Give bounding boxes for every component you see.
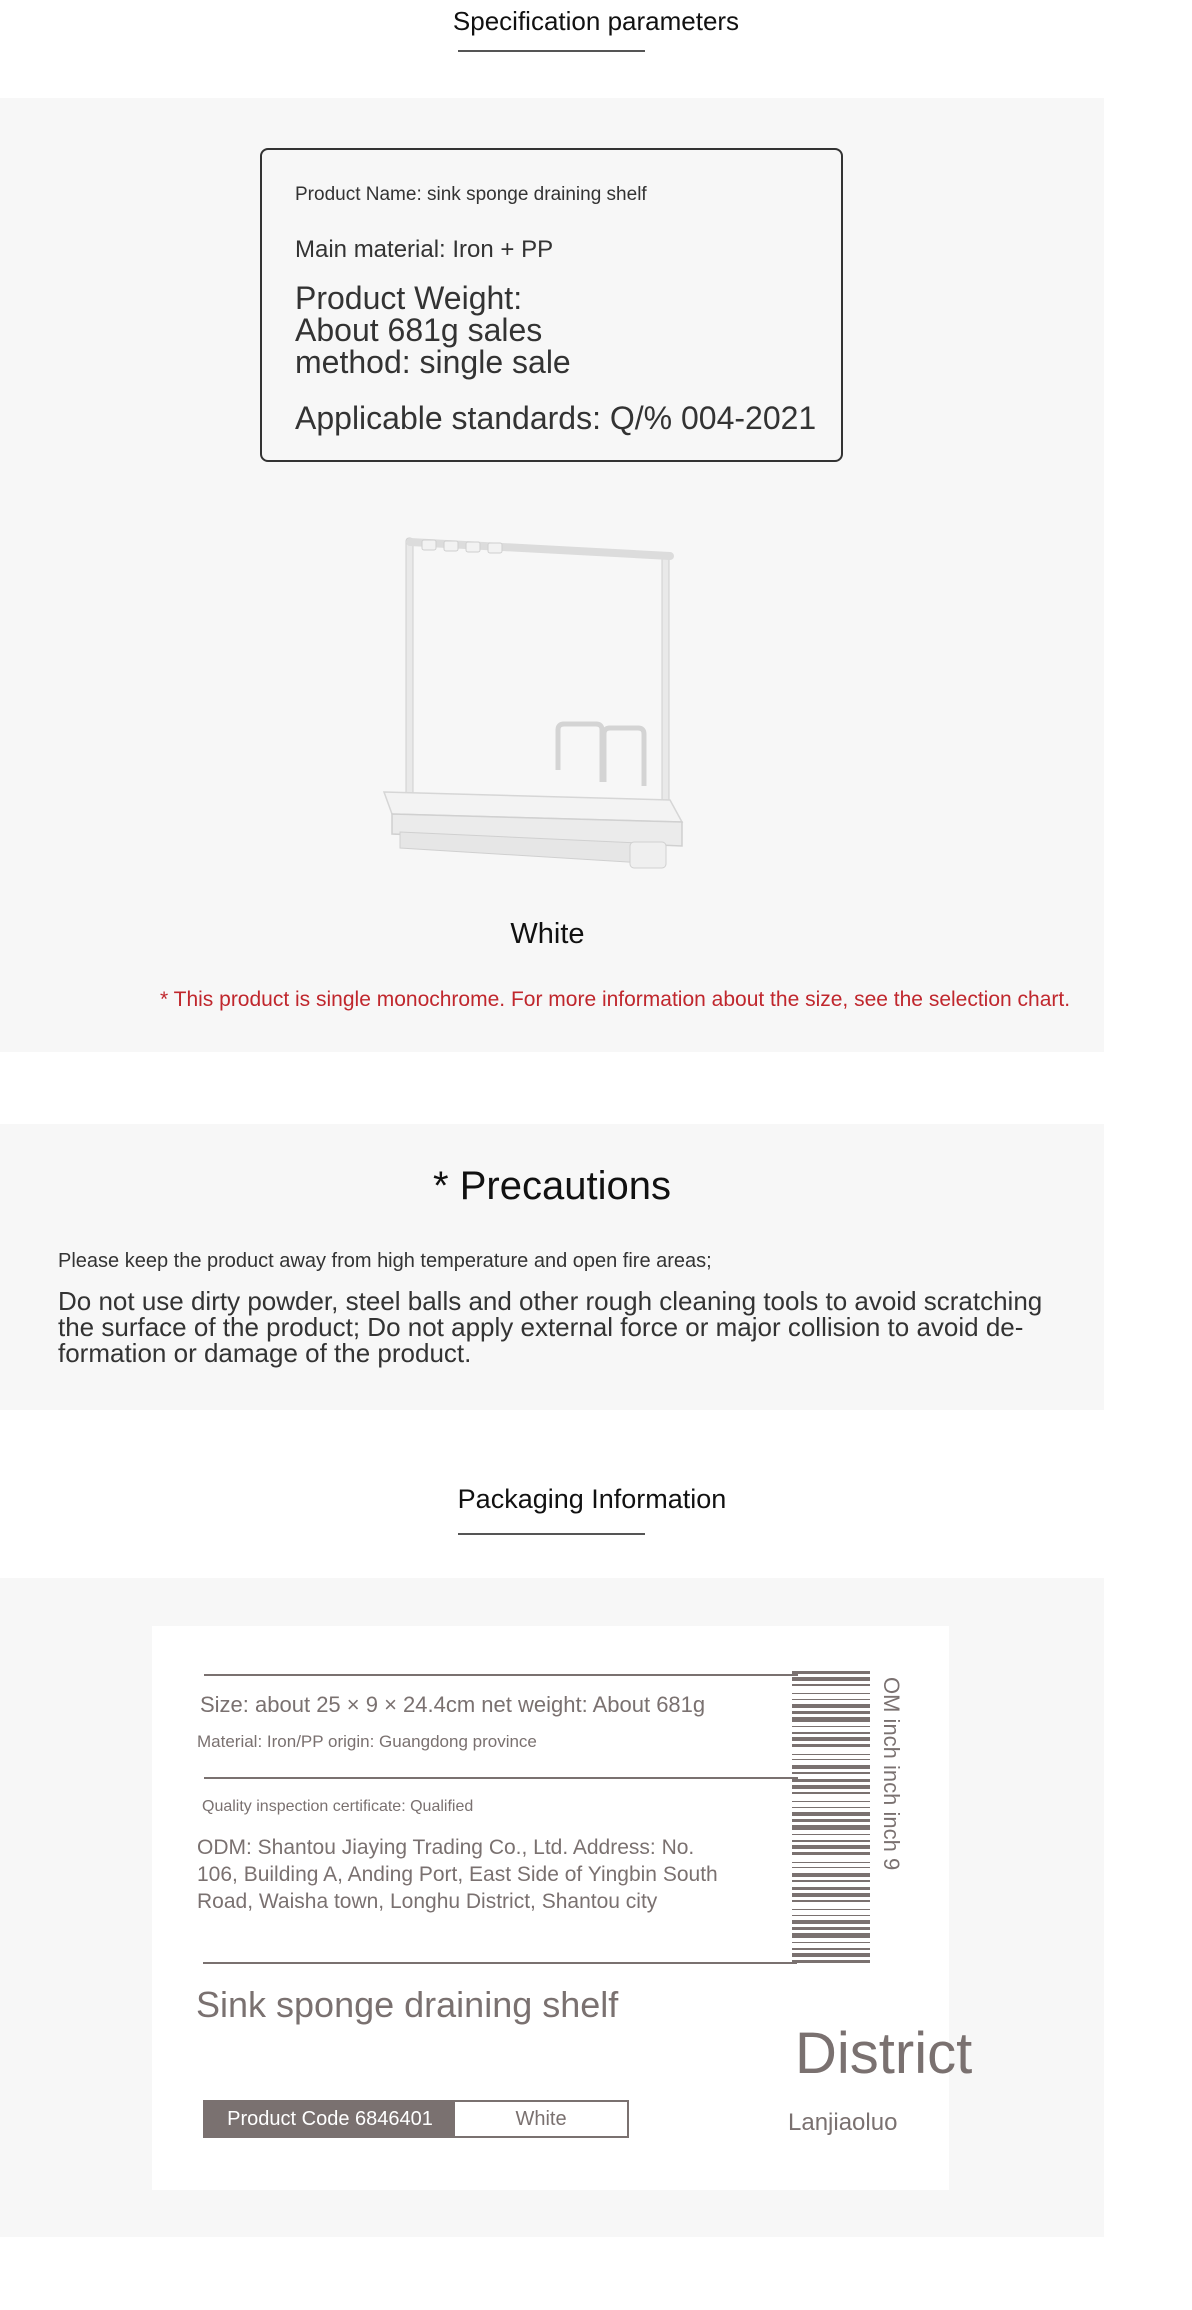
spec-weight-line: Product Weight: <box>295 280 523 316</box>
barcode-bar <box>792 1960 870 1963</box>
barcode-bar <box>792 1873 870 1877</box>
barcode-text: OM inch inch inch 9 <box>879 1677 904 1871</box>
barcode-bar <box>792 1807 870 1808</box>
district-label: District <box>795 2021 973 2086</box>
packaging-heading-rule <box>458 1533 645 1535</box>
barcode-bar <box>792 1900 870 1902</box>
divider <box>204 1777 798 1779</box>
barcode-bar <box>792 1880 870 1882</box>
precaution-item: Please keep the product away from high temperature and open fire areas; <box>58 1250 712 1272</box>
barcode-bar <box>792 1772 870 1774</box>
barcode-bar <box>792 1915 870 1916</box>
barcode-bar <box>792 1867 870 1868</box>
precautions-title: * Precautions <box>433 1164 671 1208</box>
divider <box>204 1674 798 1676</box>
packaging-qc: Quality inspection certificate: Qualified <box>202 1798 474 1815</box>
product-code: Product Code 6846401 <box>205 2102 455 2136</box>
barcode-bar <box>792 1717 870 1722</box>
barcode-bar <box>792 1819 870 1822</box>
barcode-bar <box>792 1834 870 1835</box>
barcode-bar <box>792 1759 870 1760</box>
packaging-odm: ODM: Shantou Jiaying Trading Co., Ltd. Address: No. 106, Building A, Anding Port, East Side of Yingbin South Road, Waisha town, Longhu District, Shantou city <box>197 1836 718 1913</box>
barcode-bar <box>792 1779 870 1782</box>
color-label: White <box>510 918 585 950</box>
barcode-bar <box>792 1792 870 1794</box>
barcode-bar <box>792 1852 870 1855</box>
barcode-bar <box>792 1953 870 1957</box>
barcode-bar <box>792 1825 870 1830</box>
barcode-bar <box>792 1920 870 1924</box>
barcode <box>792 1671 904 1961</box>
barcode-bar <box>792 1693 870 1694</box>
spec-weight <box>295 282 571 378</box>
barcode-bar <box>792 1699 870 1700</box>
barcode-bar <box>792 1671 870 1674</box>
spec-product-name: Product Name: sink sponge draining shelf <box>295 184 647 205</box>
product-color: White <box>515 2107 567 2130</box>
barcode-bar <box>792 1711 870 1714</box>
barcode-bar <box>792 1684 870 1686</box>
barcode-bar <box>792 1677 870 1681</box>
barcode-bar <box>792 1909 870 1910</box>
spec-heading-rule <box>458 50 645 52</box>
barcode-bar <box>792 1704 870 1708</box>
divider <box>203 1962 797 1964</box>
barcode-bar <box>792 1744 870 1747</box>
spec-standard: Applicable standards: Q/% 004-2021 <box>295 400 817 436</box>
spec-main-material: Main material: Iron + PP <box>295 236 554 263</box>
barcode-bar <box>792 1887 870 1890</box>
barcode-bar <box>792 1927 870 1930</box>
brand-label: Lanjiaoluo <box>788 2109 898 2136</box>
barcode-bar <box>792 1812 870 1816</box>
barcode-bar <box>792 1840 870 1842</box>
barcode-bar <box>792 1785 870 1789</box>
barcode-bar <box>792 1765 870 1769</box>
barcode-bar <box>792 1801 870 1802</box>
barcode-bar <box>792 1737 870 1741</box>
barcode-bar <box>792 1726 870 1727</box>
barcode-bar <box>792 1893 870 1897</box>
barcode-bar <box>792 1942 870 1943</box>
spec-heading: Specification parameters <box>452 6 740 36</box>
product-image <box>370 530 700 890</box>
barcode-bar <box>792 1862 870 1863</box>
spec-weight-line: method: single sale <box>295 344 571 380</box>
packaging-label-card <box>152 1626 973 2190</box>
packaging-product-name: Sink sponge draining shelf <box>196 1984 619 2025</box>
spec-parameters-box <box>260 148 843 462</box>
product-code-box <box>203 2100 629 2138</box>
spec-weight-line: About 681g sales <box>295 312 543 348</box>
packaging-size: Size: about 25 × 9 × 24.4cm net weight: About 681g <box>200 1692 706 1717</box>
barcode-bar <box>792 1845 870 1849</box>
precaution-item: Do not use dirty powder, steel balls and other rough cleaning tools to avoid scratching the surface of the product; Do not apply external force or major collision to avoid de-formation or damage of the product. <box>58 1286 1043 1368</box>
barcode-bar <box>792 1732 870 1734</box>
monochrome-note: * This product is single monochrome. For more information about the size, see the selection chart. <box>160 988 1071 1011</box>
barcode-bar <box>792 1933 870 1938</box>
barcode-bar <box>792 1948 870 1950</box>
packaging-heading: Packaging Information <box>457 1484 727 1514</box>
packaging-material: Material: Iron/PP origin: Guangdong province <box>197 1732 537 1751</box>
barcode-bar <box>792 1754 870 1755</box>
